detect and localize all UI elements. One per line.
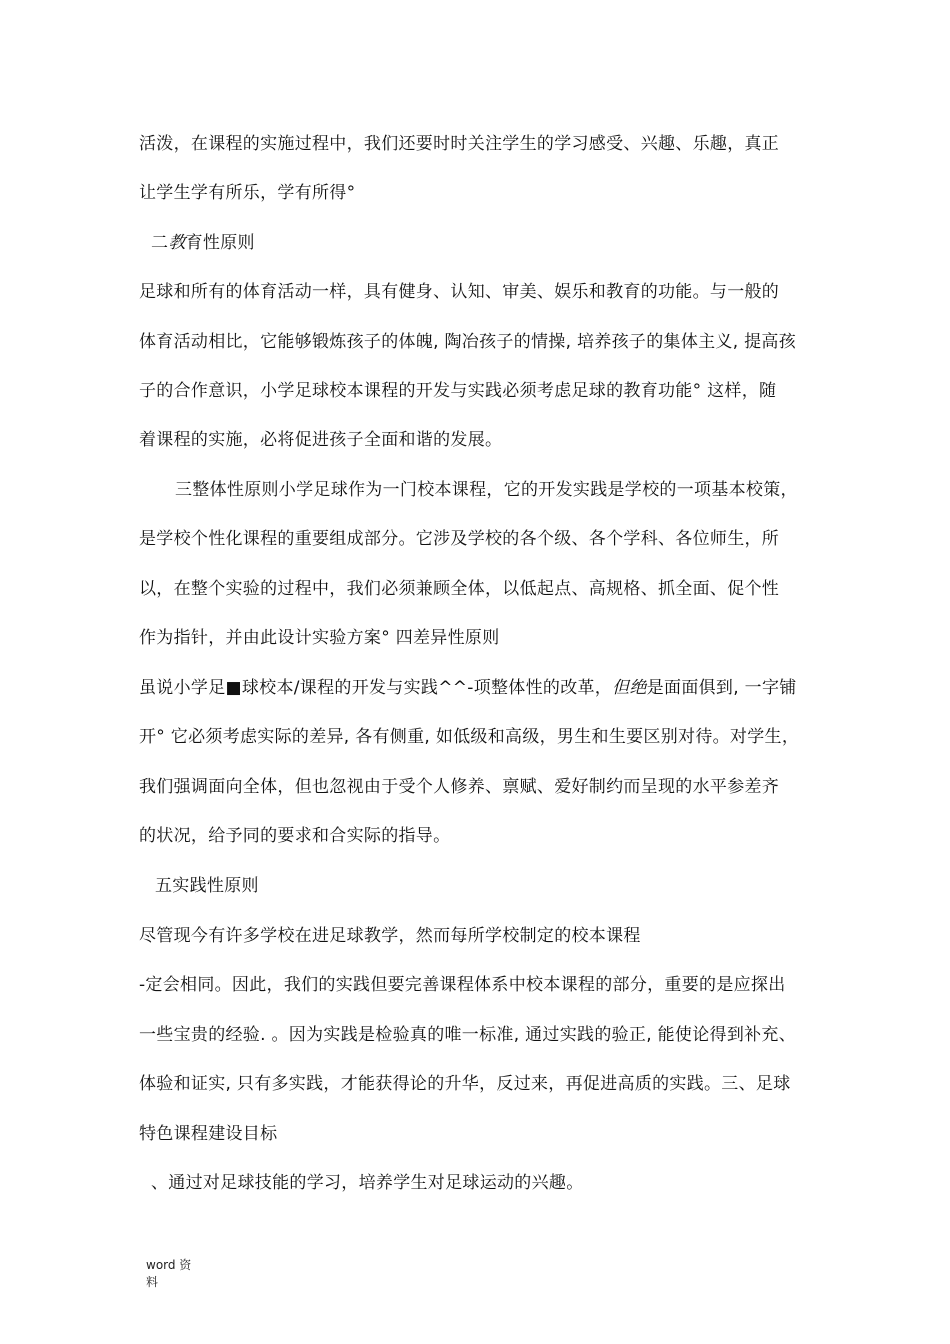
paragraph-line: 开° 它必须考虑实际的差异, 各有侧重, 如低级和高级，男生和生要区别对待。对学生，	[139, 727, 800, 747]
paragraph-line: 我们强调面向全体，但也忽视由于受个人修养、禀赋、爱好制约而呈现的水平参差齐	[139, 777, 780, 797]
footer-line: word 资	[146, 1258, 192, 1272]
paragraph-line: 体验和证实, 只有多实践，才能获得论的升华，反过来，再促进高质的实践。三、足球	[139, 1074, 791, 1094]
heading-italic-char: 教	[168, 233, 186, 253]
paragraph-line: 尽管现今有许多学校在进足球教学，然而每所学校制定的校本课程	[139, 926, 641, 946]
paragraph-line: 作为指针，并由此设计实验方案° 四差异性原则	[139, 628, 500, 648]
line-italic-text: 但绝	[612, 678, 647, 698]
paragraph-line: -定会相同。因此，我们的实践但要完善课程体系中校本课程的部分，重要的是应探出	[139, 975, 786, 995]
paragraph-line: 让学生学有所乐，学有所得°	[139, 183, 356, 203]
page-footer	[146, 1257, 191, 1291]
paragraph-line	[139, 677, 797, 699]
paragraph-line: 体育活动相比，它能够锻炼孩子的体魄, 陶冶孩子的情操, 培养孩子的集体主义, 提高孩	[139, 332, 797, 352]
section-heading-practice: 五实践性原则	[155, 876, 259, 896]
line-text: 虽说小学足■球校本/课程的开发与实践^^-项整体性的改革，	[139, 678, 613, 698]
paragraph-line: 三整体性原则小学足球作为一门校本课程，它的开发实践是学校的一项基本校策，	[175, 480, 798, 500]
paragraph-line: 着课程的实施，必将促进孩子全面和谐的发展。	[139, 430, 503, 450]
paragraph-line: 一些宝贵的经验. 。因为实践是检验真的唯一标准, 通过实践的验正, 能使论得到补充、	[139, 1025, 797, 1045]
footer-line: 料	[146, 1275, 159, 1289]
line-text: 是面面俱到, 一字铺	[646, 678, 797, 698]
heading-prefix: 二	[151, 233, 169, 253]
paragraph-line: 是学校个性化课程的重要组成部分。它涉及学校的各个级、各个学科、各位师生，所	[139, 529, 780, 549]
paragraph-line: 的状况，给予同的要求和合实际的指导。	[139, 826, 451, 846]
paragraph-line: 特色课程建设目标	[139, 1124, 278, 1144]
paragraph-line: 以，在整个实验的过程中，我们必须兼顾全体，以低起点、高规格、抓全面、促个性	[139, 579, 780, 599]
paragraph-line: 足球和所有的体育活动一样，具有健身、认知、审美、娱乐和教育的功能。与一般的	[139, 282, 780, 302]
section-heading-education	[151, 232, 255, 254]
heading-suffix: 育性原则	[185, 233, 255, 253]
paragraph-line: 活泼，在课程的实施过程中，我们还要时时关注学生的学习感受、兴趣、乐趣，真正	[139, 134, 780, 154]
paragraph-line: 子的合作意识，小学足球校本课程的开发与实践必须考虑足球的教育功能° 这样，随	[139, 381, 777, 401]
list-item: 、通过对足球技能的学习，培养学生对足球运动的兴趣。	[151, 1173, 584, 1193]
